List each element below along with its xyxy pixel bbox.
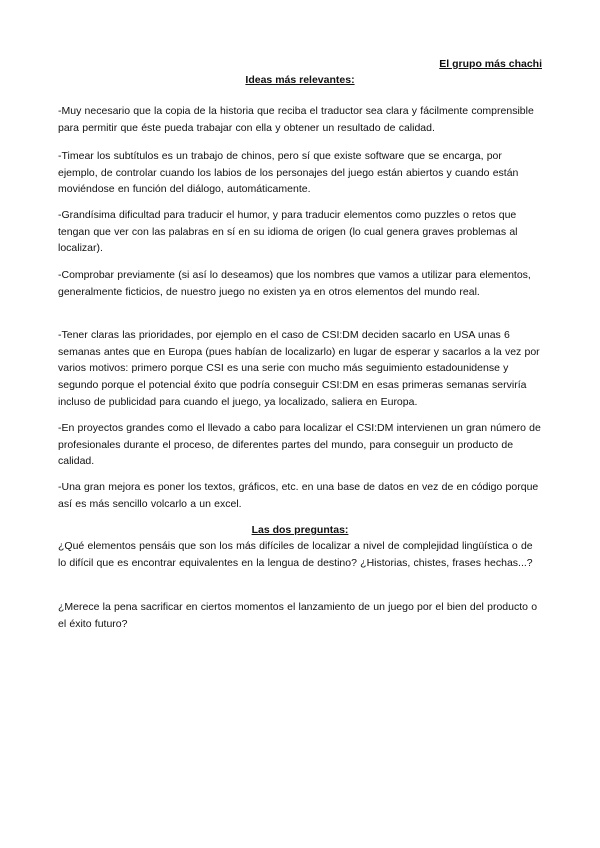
question-paragraph: ¿Qué elementos pensáis que son los más difíciles de localizar a nivel de complejidad lingüística o de lo difícil que es encontrar equivalentes en la lengua de destino? ¿Historias, chistes, frases hechas...?: [58, 540, 533, 569]
idea-paragraph: -Muy necesario que la copia de la historia que reciba el traductor sea clara y fácilmente comprensible para permitir que éste pueda trabajar con ella y obtener un resultado de calidad.: [58, 105, 534, 134]
idea-paragraph: -Una gran mejora es poner los textos, gráficos, etc. en una base de datos en vez de en código porque así es más sencillo volcarlo a un excel.: [58, 481, 539, 510]
idea-paragraph: -Grandísima dificultad para traducir el humor, y para traducir elementos como puzzles o retos que tengan que ver con las palabras en sí en su idioma de origen (lo cual genera graves problemas al localizar).: [58, 209, 518, 255]
group-name: El grupo más chachi: [439, 58, 542, 70]
idea-paragraph: -En proyectos grandes como el llevado a cabo para localizar el CSI:DM intervienen un gran número de profesionales durante el proceso, de diferentes partes del mundo, para conseguir un producto de calidad.: [58, 422, 541, 468]
questions-heading: Las dos preguntas:: [251, 524, 349, 536]
idea-paragraph: -Comprobar previamente (si así lo deseamos) que los nombres que vamos a utilizar para elementos, generalmente ficticios, de nuestro juego no existen ya en otros elementos del mundo real.: [58, 269, 531, 298]
idea-paragraph: -Tener claras las prioridades, por ejemplo en el caso de CSI:DM deciden sacarlo en USA unas 6 semanas antes que en Europa (pues habían de localizarlo) en lugar de esperar y sacarlos a la vez por varios motivos: primero porque CSI es una serie con mucho más seguimiento estadounidense y segundo porque el potencial éxito que podría conseguir CSI:DM en esas primeras semanas serviría incluso de publicidad para cuando el juego, ya localizado, saliera en Europa.: [58, 329, 540, 408]
ideas-heading: Ideas más relevantes:: [245, 74, 355, 86]
idea-paragraph: -Timear los subtítulos es un trabajo de chinos, pero sí que existe software que se encarga, por ejemplo, de controlar cuando los labios de los personajes del juego están abiertos y cuando están moviéndose en función del diálogo, automáticamente.: [58, 150, 519, 196]
question-paragraph: ¿Merece la pena sacrificar en ciertos momentos el lanzamiento de un juego por el bien del producto o el éxito futuro?: [58, 601, 538, 630]
